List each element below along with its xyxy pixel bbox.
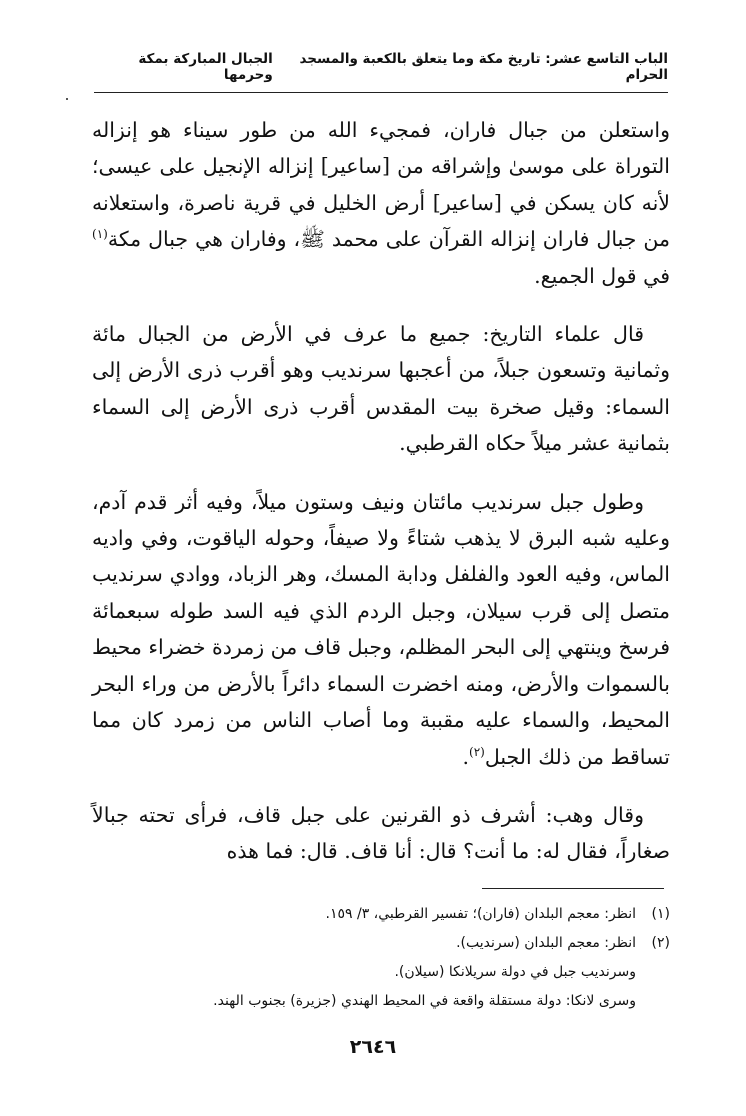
paragraph [92,112,670,294]
header-divider [94,92,668,93]
page-number: ٢٦٤٦ [349,1036,397,1058]
paragraph-text: وقال وهب: أشرف ذو القرنين على جبل قاف، فرأى تحته جبالاً صغاراً، فقال له: ما أنت؟ قال: أنا قاف. قال: فما هذه [92,802,670,864]
paragraph-text-tail: . [462,744,469,769]
footnote-divider [482,888,664,889]
footnote-number: (١) [651,906,670,922]
main-text [92,112,670,870]
footnote-text: انظر: معجم البلدان (سرنديب). [456,935,636,951]
chapter-title: الباب التاسع عشر: تاريخ مكة وما يتعلق بالكعبة والمسجد الحرام [299,51,668,83]
footnote-reference: (١) [92,227,108,242]
footnote-text: انظر: معجم البلدان (فاران)؛ تفسير القرطبي، ٣/ ١٥٩. [325,906,636,922]
section-title: الجبال المباركة بمكة وحرمها [138,51,273,83]
paragraph-text: وطول جبل سرنديب مائتان ونيف وستون ميلاً، وفيه أثر قدم آدم، وعليه شبه البرق لا يذهب شتاءً ولا صيفاً، وحوله الياقوت، وفي واديه الماس، وفيه العود والفلفل ودابة المسك، وهر الزباد، ووادي سرنديب متصل إلى قرب سيلان، وجبل الردم الذي فيه السد طوله سبعمائة فرسخ وينتهي إلى البحر المظلم، وجبل قاف من زمردة خضراء محيط بالسموات والأرض، ومنه اخضرت السماء دائراً بالأرض من وراء البحر المحيط، والسماء عليه مقببة وما أصاب الناس من زمرد كان مما تساقط من ذلك الجبل [92,489,670,769]
footnote-continuation: وسرى لانكا: دولة مستقلة واقعة في المحيط الهندي (جزيرة) بجنوب الهند. [213,993,636,1009]
footnote-number: (٢) [651,935,670,951]
footnote [170,929,670,958]
paragraph [92,484,670,775]
scan-speck [66,98,68,100]
paragraph [92,316,670,462]
paragraph-text: واستعلن من جبال فاران، فمجيء الله من طور سيناء هو إنزاله التوراة على موسىٰ وإشراقه من [ساعير] إنزاله الإنجيل على عيسى؛ لأنه كان يسكن في [ساعير] أرض الخليل في قرية ناصرة، واستعلانه من جبال فاران إنزاله القرآن على محمد ﷺ، وفاران هي جبال مكة [92,118,670,252]
paragraph-text: قال علماء التاريخ: جميع ما عرف في الأرض من الجبال مائة وثمانية وتسعون جبلاً، من أعجبها سرنديب وهو أقرب ذرى الأرض إلى السماء: وقيل صخرة بيت المقدس أقرب ذرى الأرض إلى السماء بثمانية عشر ميلاً حكاه القرطبي. [92,322,670,456]
footnotes [170,900,670,1016]
paragraph-text-tail: في قول الجميع. [534,263,670,288]
footnote-continuation: وسرنديب جبل في دولة سريلانكا (سيلان). [394,964,636,980]
paragraph [92,797,670,870]
footnote-reference: (٢) [469,744,485,759]
running-header [94,52,668,82]
footnote [170,900,670,929]
